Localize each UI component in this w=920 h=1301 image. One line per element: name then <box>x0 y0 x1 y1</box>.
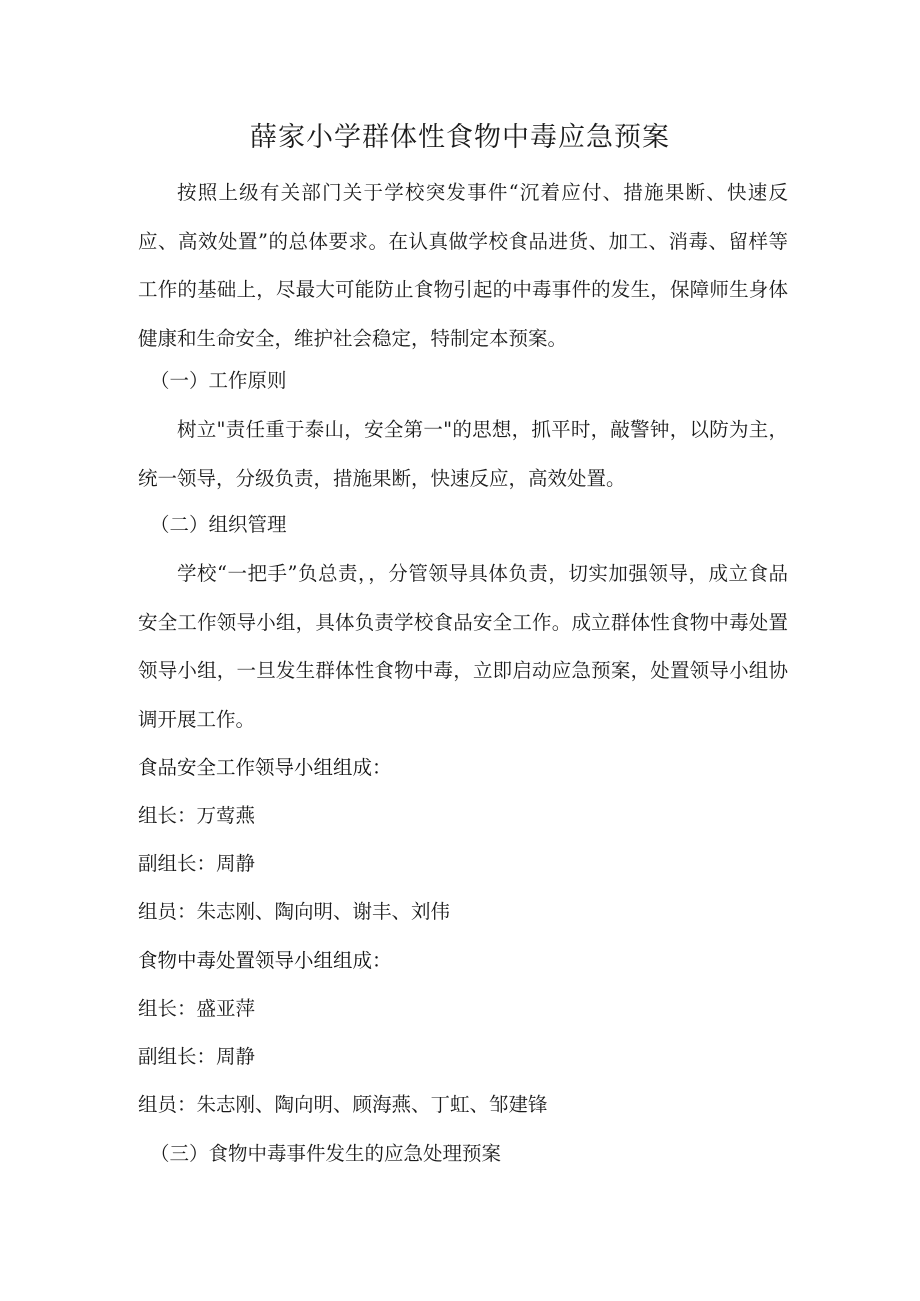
poisoning-group-members: 组员：朱志刚、陶向明、顾海燕、丁虹、邹建锋 <box>138 1093 548 1116</box>
intro-paragraph: 按照上级有关部门关于学校突发事件“沉着应付、措施果断、快速反应、高效处置”的总体要求。在认真做学校食品进货、加工、消毒、留样等工作的基础上，尽最大可能防止食物引起的中毒事件的发生，保障师生身体健康和生命安全，维护社会稳定，特制定本预案。 <box>138 181 788 350</box>
organization-paragraph: 学校“一把手”负总责，，分管领导具体负责，切实加强领导，成立食品安全工作领导小组，具体负责学校食品安全工作。成立群体性食物中毒处置领导小组，一旦发生群体性食物中毒，立即启动应急预案，处置领导小组协调开展工作。 <box>138 562 788 731</box>
poisoning-group-heading: 食物中毒处置领导小组组成： <box>138 949 392 972</box>
section-heading-organization: （二）组织管理 <box>150 513 287 536</box>
poisoning-group-leader: 组长：盛亚萍 <box>138 997 256 1020</box>
food-safety-group-deputy: 副组长：周静 <box>138 852 256 875</box>
food-safety-group-heading: 食品安全工作领导小组组成： <box>138 756 392 779</box>
section-heading-principles: （一）工作原则 <box>150 369 287 392</box>
poisoning-group-deputy: 副组长：周静 <box>138 1045 256 1068</box>
food-safety-group-leader: 组长：万莺燕 <box>138 804 256 827</box>
document-title: 薛家小学群体性食物中毒应急预案 <box>250 122 670 153</box>
principles-paragraph: 树立"责任重于泰山，安全第一"的思想，抓平时，敲警钟，以防为主，统一领导，分级负责，措施果断，快速反应，高效处置。 <box>138 418 788 490</box>
section-heading-emergency-plan: （三）食物中毒事件发生的应急处理预案 <box>150 1142 502 1165</box>
food-safety-group-members: 组员：朱志刚、陶向明、谢丰、刘伟 <box>138 900 451 923</box>
